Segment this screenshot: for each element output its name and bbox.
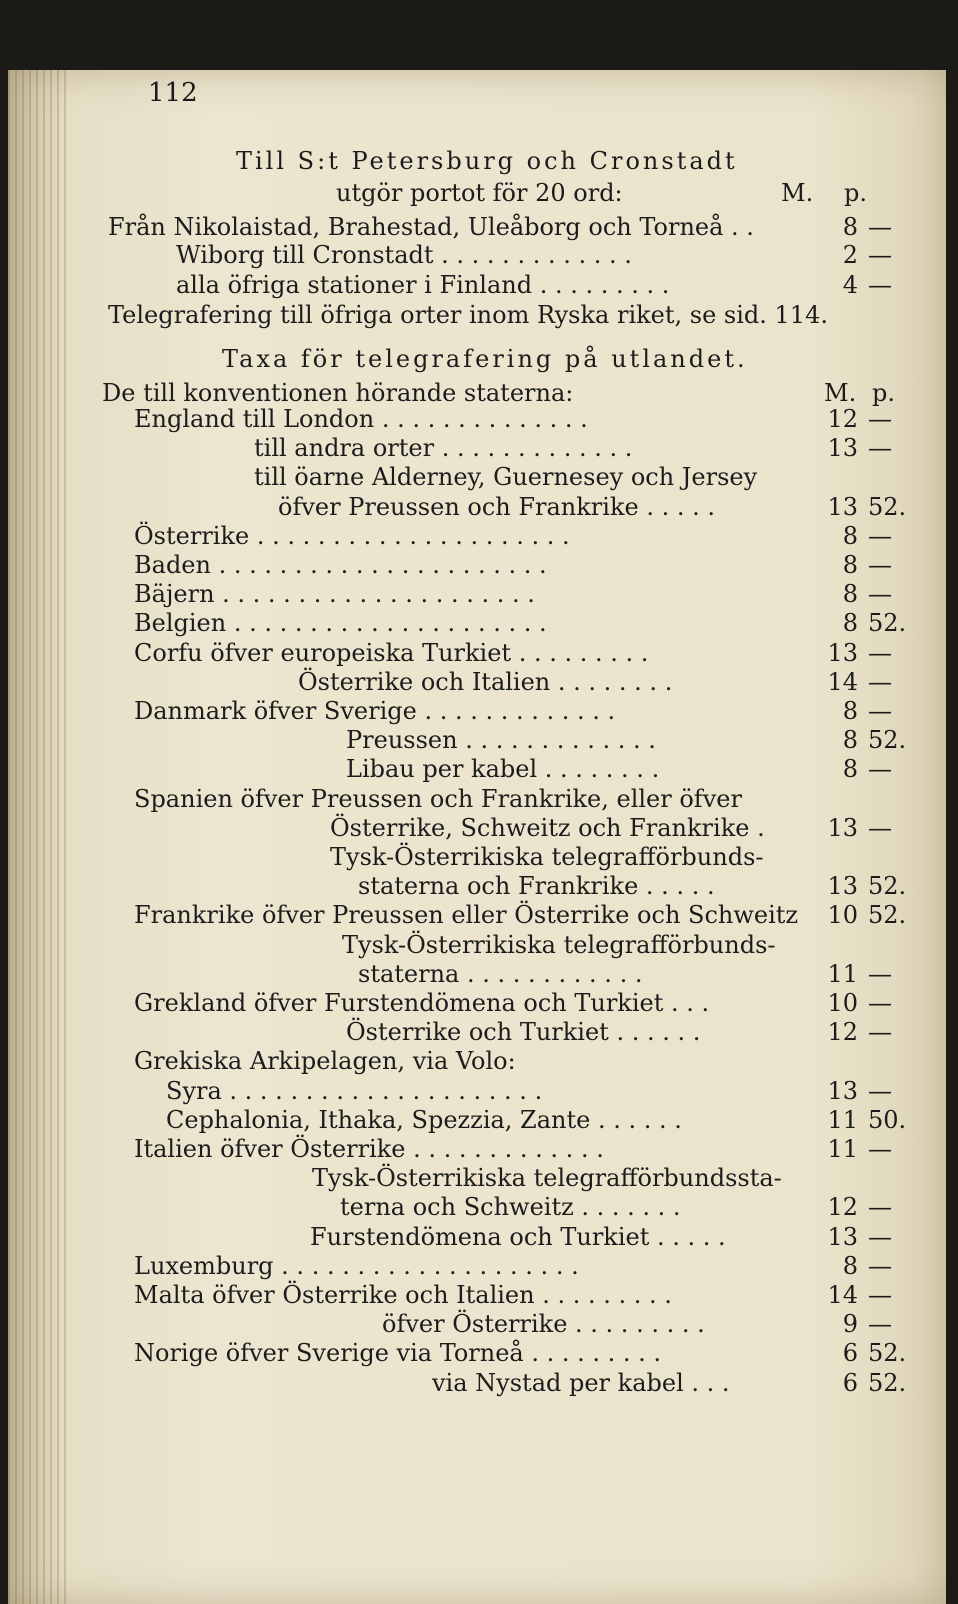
rate-pennies: — (868, 814, 892, 842)
sec1-row (176, 270, 940, 300)
row-label: Tysk-Österrikiska telegrafförbunds- (330, 843, 764, 871)
rate-pennies: — (868, 213, 892, 241)
rate-marks: 8 (842, 755, 858, 783)
page-gutter (8, 70, 68, 1604)
sec2-row (254, 462, 940, 492)
rate-pennies: — (868, 434, 892, 462)
rate-pennies: — (868, 271, 892, 299)
sec2-row (346, 754, 940, 784)
row-label: Från Nikolaistad, Brahestad, Uleåborg och Torneå . . (108, 213, 754, 241)
sec2-row (134, 550, 940, 580)
rate-pennies: 52. (868, 901, 907, 929)
rate-marks: 13 (827, 493, 858, 521)
rate-marks: 8 (842, 726, 858, 754)
rate-marks: 13 (827, 1223, 858, 1251)
row-label: Italien öfver Österrike . . . . . . . . . . . . . (134, 1135, 604, 1163)
sec2-row (278, 492, 940, 522)
sec2-row (432, 1368, 940, 1398)
col-p-label: p. (872, 379, 895, 407)
sec2-row (134, 784, 940, 814)
sec2-row (382, 1309, 940, 1339)
sec2-row (134, 1280, 940, 1310)
row-label: Spanien öfver Preussen och Frankrike, eller öfver (134, 785, 742, 813)
sec2-row (134, 521, 940, 551)
rate-marks: 8 (842, 609, 858, 637)
sec2-row (340, 1192, 940, 1222)
rate-pennies: — (868, 639, 892, 667)
sec2-row (346, 1017, 940, 1047)
sec1-row (176, 240, 940, 270)
sec2-row (134, 696, 940, 726)
row-label: Grekiska Arkipelagen, via Volo: (134, 1047, 516, 1075)
rate-marks: 13 (827, 872, 858, 900)
rate-marks: 8 (842, 522, 858, 550)
row-label: Tysk-Österrikiska telegrafförbundssta- (312, 1164, 782, 1192)
sec2-row (330, 842, 940, 872)
row-label: England till London . . . . . . . . . . . . . . (134, 405, 588, 433)
sec2-row (254, 433, 940, 463)
sec2-row (134, 1338, 940, 1368)
header-text: utgör portot för 20 ord: (336, 179, 623, 207)
sec2-row (134, 638, 940, 668)
rate-marks: 6 (842, 1369, 858, 1397)
rate-pennies: — (868, 405, 892, 433)
rate-marks: 14 (827, 1281, 858, 1309)
section1-header (336, 178, 896, 208)
rate-pennies: — (868, 1135, 892, 1163)
rate-marks: 4 (842, 271, 858, 299)
heading-text: Taxa för telegrafering på utlandet. (222, 345, 748, 373)
rate-pennies: — (868, 1223, 892, 1251)
rate-marks: 2 (842, 241, 858, 269)
row-label: Malta öfver Österrike och Italien . . . . . . . . . (134, 1281, 672, 1309)
rate-pennies: 52. (868, 872, 907, 900)
rate-marks: 13 (827, 639, 858, 667)
rate-marks: 11 (827, 1135, 858, 1163)
rate-pennies: 52. (868, 609, 907, 637)
row-label: Preussen . . . . . . . . . . . . . (346, 726, 656, 754)
row-label: Luxemburg . . . . . . . . . . . . . . . . . . . . (134, 1252, 579, 1280)
sec2-row (134, 579, 940, 609)
rate-marks: 12 (827, 1018, 858, 1046)
col-p-label: p. (844, 179, 867, 207)
rate-pennies: — (868, 1281, 892, 1309)
rate-marks: 9 (842, 1310, 858, 1338)
heading-petersburg (236, 146, 836, 176)
rate-pennies: — (868, 1193, 892, 1221)
rate-marks: 10 (827, 901, 858, 929)
row-label: Libau per kabel . . . . . . . . (346, 755, 660, 783)
sec2-row (310, 1222, 940, 1252)
sec2-row (134, 900, 940, 930)
row-label: terna och Schweitz . . . . . . . (340, 1193, 681, 1221)
row-label: staterna . . . . . . . . . . . . (358, 960, 643, 988)
row-label: Österrike . . . . . . . . . . . . . . . . . . . . . (134, 522, 570, 550)
rate-marks: 11 (827, 960, 858, 988)
rate-marks: 8 (842, 1252, 858, 1280)
row-label: Wiborg till Cronstadt . . . . . . . . . . . . . (176, 241, 632, 269)
sec2-row (298, 667, 940, 697)
rate-pennies: 50. (868, 1106, 907, 1134)
row-label: till öarne Alderney, Guernesey och Jersey (254, 463, 758, 491)
rate-pennies: — (868, 960, 892, 988)
col-m-label: M. (781, 179, 814, 207)
heading-text: Till S:t Petersburg och Cronstadt (236, 147, 738, 175)
rate-pennies: — (868, 989, 892, 1017)
rate-marks: 10 (827, 989, 858, 1017)
row-label: Baden . . . . . . . . . . . . . . . . . . . . . . (134, 551, 547, 579)
row-label: Cephalonia, Ithaka, Spezzia, Zante . . . . . . (166, 1106, 682, 1134)
row-label: Grekland öfver Furstendömena och Turkiet . . . (134, 989, 710, 1017)
sec2-row (134, 1134, 940, 1164)
row-label: öfver Preussen och Frankrike . . . . . (278, 493, 715, 521)
sec2-row (134, 988, 940, 1018)
sec2-row (166, 1105, 940, 1135)
row-label: Belgien . . . . . . . . . . . . . . . . . . . . . (134, 609, 547, 637)
rate-marks: 12 (827, 405, 858, 433)
page-number: 112 (148, 78, 198, 108)
sec2-row (330, 813, 940, 843)
rate-pennies: — (868, 241, 892, 269)
row-label: Danmark öfver Sverige . . . . . . . . . . . . . (134, 697, 616, 725)
row-label: Österrike och Italien . . . . . . . . (298, 668, 673, 696)
row-label: Österrike, Schweitz och Frankrike . (330, 814, 765, 842)
rate-pennies: — (868, 697, 892, 725)
row-label: alla öfriga stationer i Finland . . . . . . . . . (176, 271, 670, 299)
row-label: Frankrike öfver Preussen eller Österrike och Schweitz (134, 901, 799, 929)
row-label: Corfu öfver europeiska Turkiet . . . . . . . . . (134, 639, 649, 667)
rate-marks: 8 (842, 580, 858, 608)
sec2-row (134, 1251, 940, 1281)
sec2-row (346, 725, 940, 755)
sec2-row (134, 404, 940, 434)
sec2-row (134, 608, 940, 638)
sec2-row (312, 1163, 940, 1193)
sec2-row (342, 930, 940, 960)
row-label: Tysk-Österrikiska telegrafförbunds- (342, 931, 776, 959)
rate-pennies: — (868, 551, 892, 579)
rate-pennies: — (868, 1018, 892, 1046)
sec2-row (134, 1046, 940, 1076)
rate-marks: 6 (842, 1339, 858, 1367)
rate-pennies: — (868, 1252, 892, 1280)
rate-pennies: — (868, 522, 892, 550)
rate-pennies: — (868, 668, 892, 696)
row-label: Bäjern . . . . . . . . . . . . . . . . . . . . . (134, 580, 535, 608)
rate-marks: 11 (827, 1106, 858, 1134)
row-label: till andra orter . . . . . . . . . . . . . (254, 434, 633, 462)
rate-pennies: — (868, 1310, 892, 1338)
rate-marks: 8 (842, 697, 858, 725)
rate-marks: 8 (842, 551, 858, 579)
row-label: Österrike och Turkiet . . . . . . (346, 1018, 701, 1046)
row-label: Telegrafering till öfriga orter inom Ryska riket, se sid. 114. (108, 301, 828, 329)
rate-marks: 13 (827, 814, 858, 842)
rate-pennies: 52. (868, 493, 907, 521)
header-text: De till konventionen hörande staterna: (102, 379, 574, 407)
rate-pennies: 52. (868, 1339, 907, 1367)
rate-marks: 14 (827, 668, 858, 696)
sec2-row (166, 1076, 940, 1106)
rate-pennies: — (868, 755, 892, 783)
row-label: via Nystad per kabel . . . (432, 1369, 730, 1397)
row-label: Furstendömena och Turkiet . . . . . (310, 1223, 726, 1251)
col-m-label: M. (824, 379, 857, 407)
rate-pennies: — (868, 1077, 892, 1105)
row-label: staterna och Frankrike . . . . . (358, 872, 715, 900)
rate-pennies: 52. (868, 726, 907, 754)
sec1-row (108, 212, 940, 242)
row-label: Norige öfver Sverige via Torneå . . . . . . . . . (134, 1339, 662, 1367)
rate-marks: 13 (827, 434, 858, 462)
rate-pennies: — (868, 580, 892, 608)
sec2-row (358, 959, 940, 989)
rate-pennies: 52. (868, 1369, 907, 1397)
row-label: öfver Österrike . . . . . . . . . (382, 1310, 705, 1338)
sec2-row (358, 871, 940, 901)
sec1-row (108, 300, 828, 330)
heading-utlandet (222, 344, 842, 374)
row-label: Syra . . . . . . . . . . . . . . . . . . . . . (166, 1077, 543, 1105)
rate-marks: 12 (827, 1193, 858, 1221)
rate-marks: 13 (827, 1077, 858, 1105)
rate-marks: 8 (842, 213, 858, 241)
